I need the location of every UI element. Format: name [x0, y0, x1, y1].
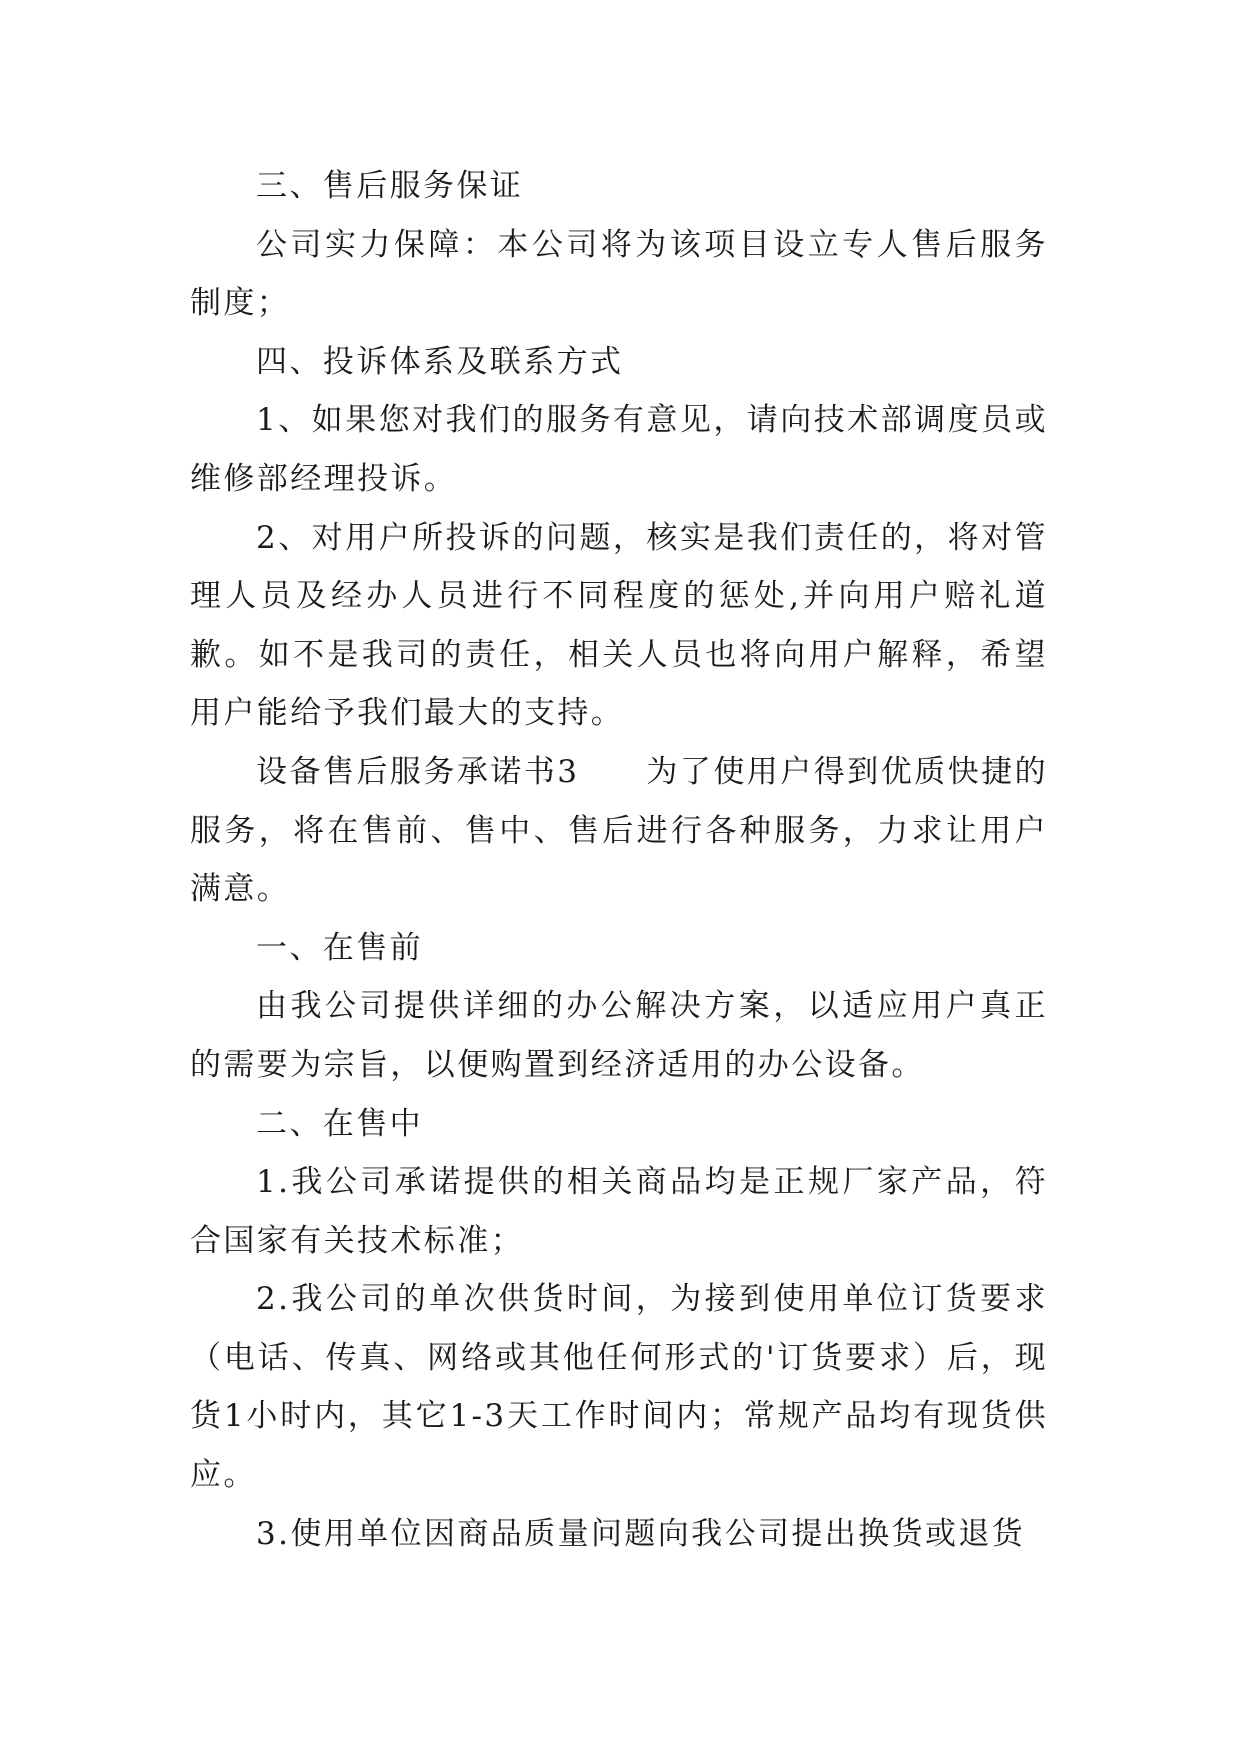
- heading-in-sale: 二、在售中: [256, 1105, 423, 1142]
- heading-complaint-system: 四、投诉体系及联系方式: [256, 343, 624, 380]
- paragraph-in-sale-item-1: 1.我公司承诺提供的相关商品均是正规厂家产品，符合国家有关技术标准；: [190, 1164, 1048, 1259]
- paragraph-pre-sale: 由我公司提供详细的办公解决方案，以适应用户真正的需要为宗旨，以便购置到经济适用的办公设备。: [190, 988, 1048, 1083]
- paragraph-in-sale-item-3: 3.使用单位因商品质量问题向我公司提出换货或退货: [256, 1515, 1026, 1552]
- document-body: [190, 157, 1048, 1563]
- paragraph-complaint-item-1: 1、如果您对我们的服务有意见，请向技术部调度员或维修部经理投诉。: [190, 402, 1048, 497]
- heading-pre-sale: 一、在售前: [256, 929, 423, 966]
- paragraph-in-sale-item-2: 2.我公司的单次供货时间，为接到使用单位订货要求（电话、传真、网络或其他任何形式的'订货要求）后，现货1小时内，其它1-3天工作时间内；常规产品均有现货供应。: [190, 1281, 1048, 1494]
- heading-after-sales-guarantee: 三、售后服务保证: [256, 168, 524, 204]
- paragraph-company-strength: 公司实力保障：本公司将为该项目设立专人售后服务制度；: [190, 226, 1048, 322]
- paragraph-commitment-intro: 设备售后服务承诺书3 为了使用户得到优质快捷的服务，将在售前、售中、售后进行各种服务，力求让用户满意。: [190, 753, 1048, 908]
- paragraph-complaint-item-2: 2、对用户所投诉的问题，核实是我们责任的，将对管理人员及经办人员进行不同程度的惩处,并向用户赔礼道歉。如不是我司的责任，相关人员也将向用户解释，希望用户能给予我们最大的支持。: [190, 519, 1048, 732]
